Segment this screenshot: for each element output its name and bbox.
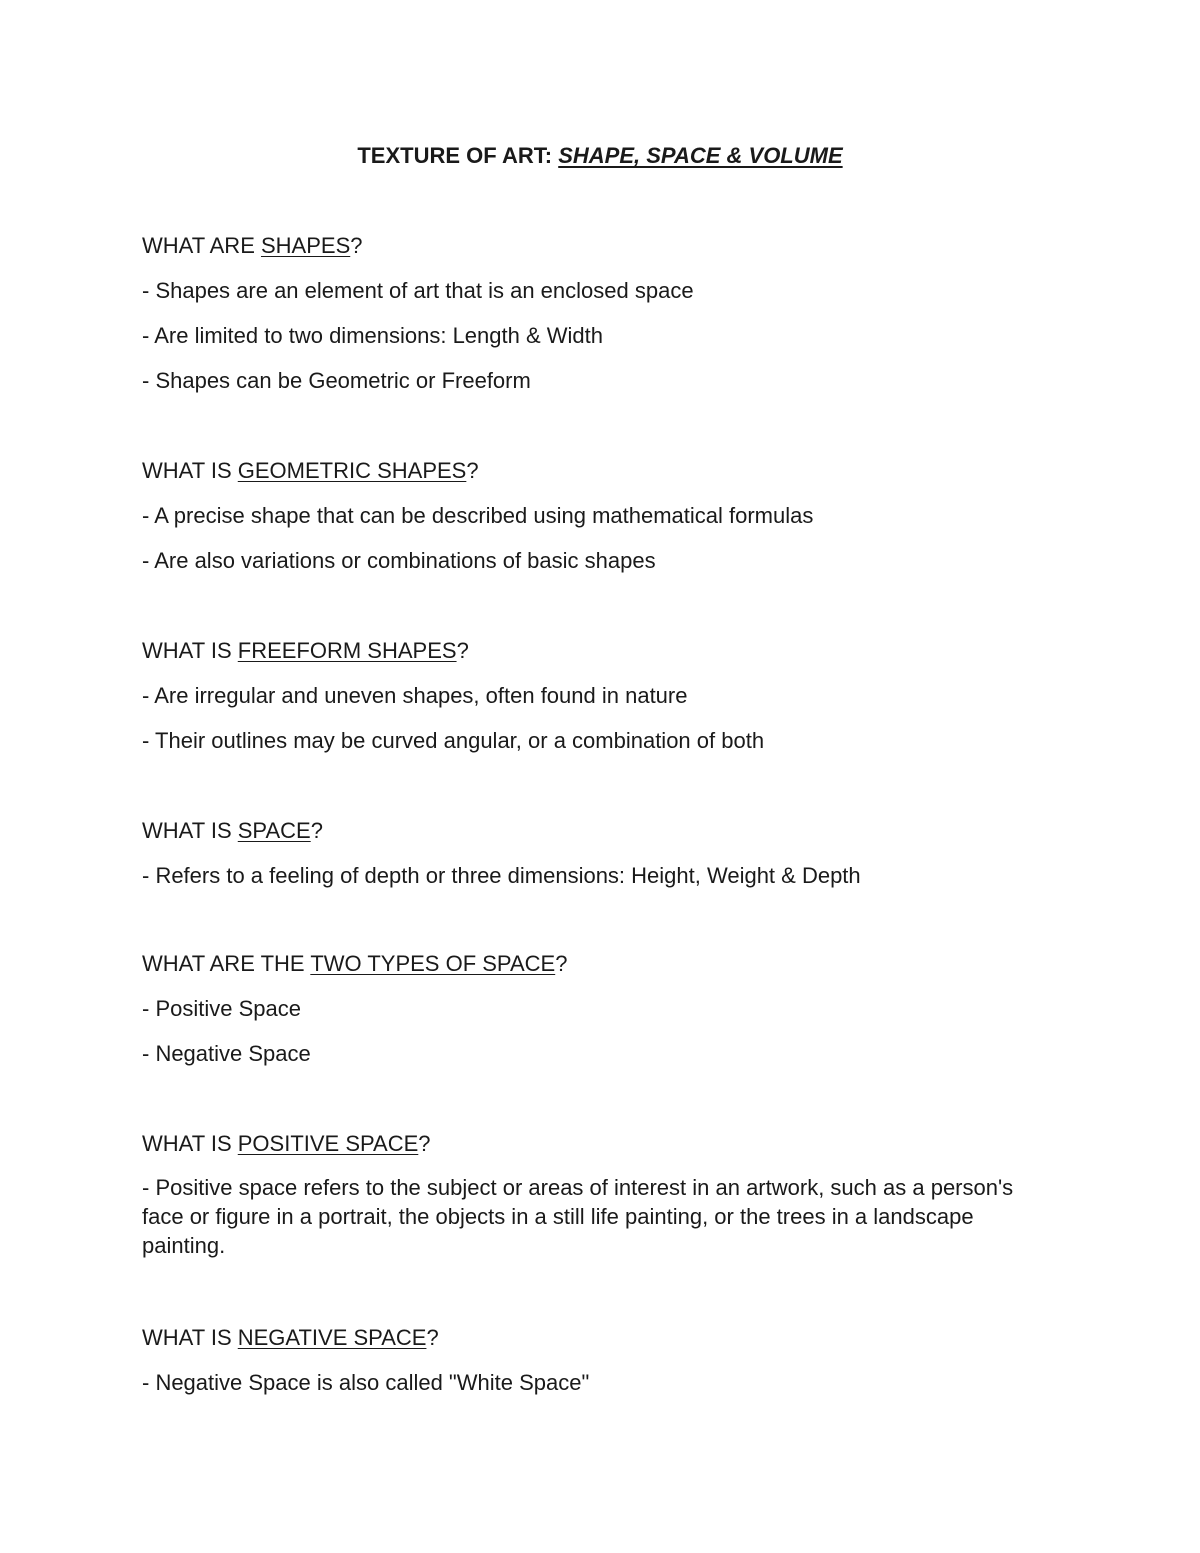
bullet-line: - Are limited to two dimensions: Length & Width bbox=[142, 323, 603, 348]
section-heading bbox=[142, 815, 1042, 847]
heading-term: SPACE bbox=[237, 818, 311, 843]
heading-term: POSITIVE SPACE bbox=[237, 1131, 419, 1156]
heading-term: SHAPES bbox=[260, 233, 351, 258]
heading-term: TWO TYPES OF SPACE bbox=[310, 951, 556, 976]
heading-term: GEOMETRIC SHAPES bbox=[237, 458, 467, 483]
heading-suffix: ? bbox=[418, 1131, 431, 1156]
section-heading bbox=[142, 230, 1042, 262]
section-heading bbox=[142, 948, 1042, 980]
heading-prefix: WHAT ARE THE bbox=[142, 951, 311, 976]
heading-suffix: ? bbox=[456, 638, 469, 663]
title-emphasis: SHAPE, SPACE & VOLUME bbox=[558, 143, 843, 168]
bullet-line: - Their outlines may be curved angular, or a combination of both bbox=[142, 728, 765, 753]
section-heading bbox=[142, 1322, 1042, 1354]
section-freeform-shapes bbox=[142, 635, 1042, 757]
heading-suffix: ? bbox=[466, 458, 479, 483]
bullet-line: - Refers to a feeling of depth or three dimensions: Height, Weight & Depth bbox=[142, 863, 861, 888]
bullet-line: - Shapes can be Geometric or Freeform bbox=[142, 368, 531, 393]
heading-prefix: WHAT IS bbox=[142, 638, 238, 663]
heading-suffix: ? bbox=[310, 818, 323, 843]
heading-prefix: WHAT IS bbox=[142, 818, 238, 843]
section-heading bbox=[142, 455, 1042, 487]
page-title bbox=[0, 140, 1200, 172]
section-shapes bbox=[142, 230, 1042, 397]
section-negative-space bbox=[142, 1322, 1042, 1399]
paragraph: - Positive space refers to the subject or areas of interest in an artwork, such as a person's face or figure in a portrait, the objects in a still life painting, or the trees in a landscape painting. bbox=[142, 1175, 1014, 1258]
bullet-line: - A precise shape that can be described using mathematical formulas bbox=[142, 503, 814, 528]
section-heading bbox=[142, 1128, 1042, 1160]
title-prefix: TEXTURE OF ART: bbox=[357, 143, 559, 168]
bullet-line: - Negative Space is also called "White Space" bbox=[142, 1370, 590, 1395]
bullet-line: - Are irregular and uneven shapes, often found in nature bbox=[142, 683, 688, 708]
heading-suffix: ? bbox=[555, 951, 568, 976]
heading-term: FREEFORM SHAPES bbox=[237, 638, 457, 663]
heading-prefix: WHAT IS bbox=[142, 1131, 238, 1156]
section-space bbox=[142, 815, 1042, 892]
section-heading bbox=[142, 635, 1042, 667]
bullet-line: - Positive Space bbox=[142, 996, 301, 1021]
heading-prefix: WHAT IS bbox=[142, 458, 238, 483]
heading-term: NEGATIVE SPACE bbox=[237, 1325, 427, 1350]
heading-prefix: WHAT IS bbox=[142, 1325, 238, 1350]
heading-prefix: WHAT ARE bbox=[142, 233, 261, 258]
bullet-line: - Negative Space bbox=[142, 1041, 311, 1066]
heading-suffix: ? bbox=[350, 233, 363, 258]
bullet-line: - Shapes are an element of art that is an enclosed space bbox=[142, 278, 694, 303]
heading-suffix: ? bbox=[426, 1325, 439, 1350]
section-positive-space bbox=[142, 1128, 1042, 1282]
bullet-line: - Are also variations or combinations of basic shapes bbox=[142, 548, 656, 573]
section-two-types-of-space bbox=[142, 948, 1042, 1070]
section-geometric-shapes bbox=[142, 455, 1042, 577]
